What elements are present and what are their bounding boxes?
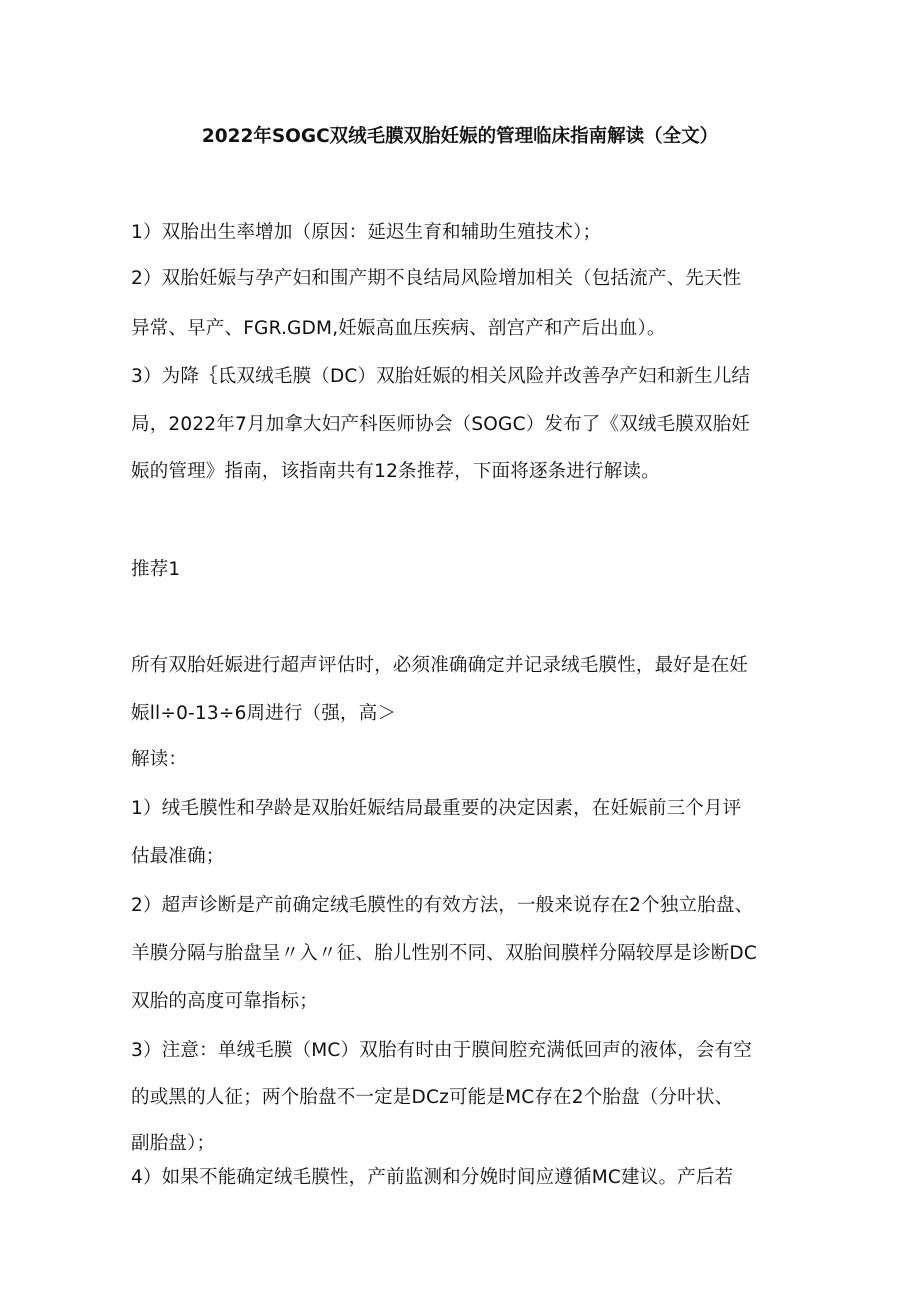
recommendation-line-2: 娠ll÷0-13÷6周进行（强，高＞ (131, 703, 397, 724)
interpretation-line-1: 1）绒毛膜性和孕龄是双胎妊娠结局最重要的决定因素，在妊娠前三个月评 (131, 798, 742, 819)
interpretation-line-3: 2）超声诊断是产前确定绒毛膜性的有效方法，一般来说存在2个独立胎盘、 (131, 895, 754, 916)
intro-line-3: 异常、早产、FGR.GDM,妊娠高血压疾病、剖宫产和产后出血）。 (131, 318, 666, 339)
interpretation-line-5: 双胎的高度可靠指标； (131, 991, 319, 1012)
intro-line-6: 娠的管理》指南，该指南共有12条推荐，下面将逐条进行解读。 (131, 461, 660, 482)
interpretation-line-4: 羊膜分隔与胎盘呈〃入〃征、胎儿性别不同、双胎间膜样分隔较厚是诊断DC (131, 943, 757, 964)
interpretation-label: 解读： (131, 749, 188, 770)
document-title: 2022年SOGC双绒毛膜双胎妊娠的管理临床指南解读（全文） (201, 126, 719, 147)
interpretation-line-2: 估最准确； (131, 846, 225, 867)
interpretation-line-9: 4）如果不能确定绒毛膜性，产前监测和分娩时间应遵循MC建议。产后若 (131, 1167, 734, 1188)
interpretation-line-7: 的或黑的人征；两个胎盘不一定是DCz可能是MC存在2个胎盘（分叶状、 (131, 1087, 734, 1108)
interpretation-line-6: 3）注意：单绒毛膜（MC）双胎有时由于膜间腔充满低回声的液体，会有空 (131, 1040, 752, 1061)
intro-line-5: 局，2022年7月加拿大妇产科医师协会（SOGC）发布了《双绒毛膜双胎妊 (131, 414, 751, 435)
recommendation-line-1: 所有双胎妊娠进行超声评估时，必须准确确定并记录绒毛膜性，最好是在妊 (131, 655, 749, 676)
recommendation-heading: 推荐1 (131, 559, 181, 580)
intro-line-2: 2）双胎妊娠与孕产妇和围产期不良结局风险增加相关（包括流产、先天性 (131, 268, 742, 289)
intro-line-1: 1）双胎出生率增加（原因：延迟生育和辅助生殖技术）； (131, 222, 602, 243)
intro-line-4: 3）为降｛氐双绒毛膜（DC）双胎妊娠的相关风险并改善孕产妇和新生儿结 (131, 366, 751, 387)
interpretation-line-8: 副胎盘）； (131, 1133, 216, 1154)
